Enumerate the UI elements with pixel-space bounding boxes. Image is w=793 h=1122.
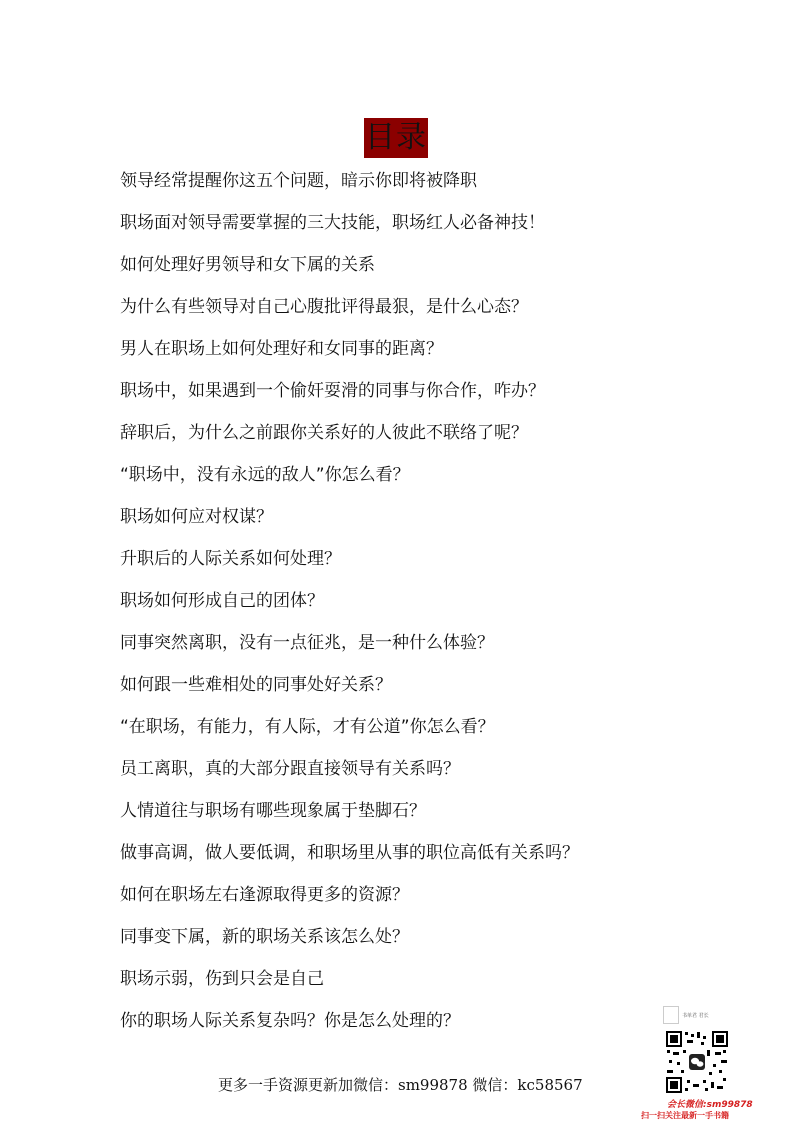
toc-item: 男人在职场上如何处理好和女同事的距离？ (120, 339, 443, 359)
toc-item: 如何在职场左右逢源取得更多的资源？ (120, 885, 409, 905)
toc-item: 职场中，如果遇到一个偷奸耍滑的同事与你合作，咋办？ (120, 381, 545, 401)
qr-header-caption: 书单君 君长 (682, 1012, 709, 1019)
toc-item: 辞职后，为什么之前跟你关系好的人彼此不联络了呢？ (120, 423, 528, 443)
toc-item: 职场面对领导需要掌握的三大技能，职场红人必备神技！ (120, 213, 545, 233)
toc-item: “职场中，没有永远的敌人”你怎么看？ (120, 465, 410, 485)
toc-item: 职场如何形成自己的团体？ (120, 591, 324, 611)
toc-item: 同事变下属，新的职场关系该怎么处？ (120, 927, 409, 947)
qr-code-icon (665, 1030, 729, 1094)
qr-header (663, 1006, 709, 1024)
toc-item: 职场如何应对权谋？ (120, 507, 273, 527)
toc-item: 如何处理好男领导和女下属的关系 (120, 255, 375, 275)
footer-contact-text: 更多一手资源更新加微信：sm99878 微信：kc58567 (218, 1076, 583, 1094)
toc-item: 为什么有些领导对自己心腹批评得最狠，是什么心态？ (120, 297, 528, 317)
toc-item: 人情道往与职场有哪些现象属于垫脚石？ (120, 801, 426, 821)
toc-item: 升职后的人际关系如何处理？ (120, 549, 341, 569)
qr-code-image (665, 1030, 729, 1094)
toc-item: 职场示弱，伤到只会是自己 (120, 969, 324, 989)
toc-title: 目录 (364, 118, 428, 158)
toc-item: 同事突然离职，没有一点征兆，是一种什么体验？ (120, 633, 494, 653)
qr-logo-icon (663, 1006, 679, 1024)
qr-wechat-id-text: 会长微信:sm99878 (667, 1100, 753, 1110)
qr-scan-prompt: 扫一扫关注最新一手书籍 (641, 1111, 729, 1120)
toc-item: 员工离职，真的大部分跟直接领导有关系吗？ (120, 759, 460, 779)
toc-item: 如何跟一些难相处的同事处好关系？ (120, 675, 392, 695)
qr-code-block (637, 1000, 759, 1122)
toc-list (120, 160, 720, 1042)
toc-item: 领导经常提醒你这五个问题，暗示你即将被降职 (120, 171, 477, 191)
toc-item: 你的职场人际关系复杂吗？你是怎么处理的？ (120, 1011, 460, 1031)
toc-item: “在职场，有能力，有人际，才有公道”你怎么看？ (120, 717, 495, 737)
toc-item: 做事高调，做人要低调，和职场里从事的职位高低有关系吗？ (120, 843, 579, 863)
